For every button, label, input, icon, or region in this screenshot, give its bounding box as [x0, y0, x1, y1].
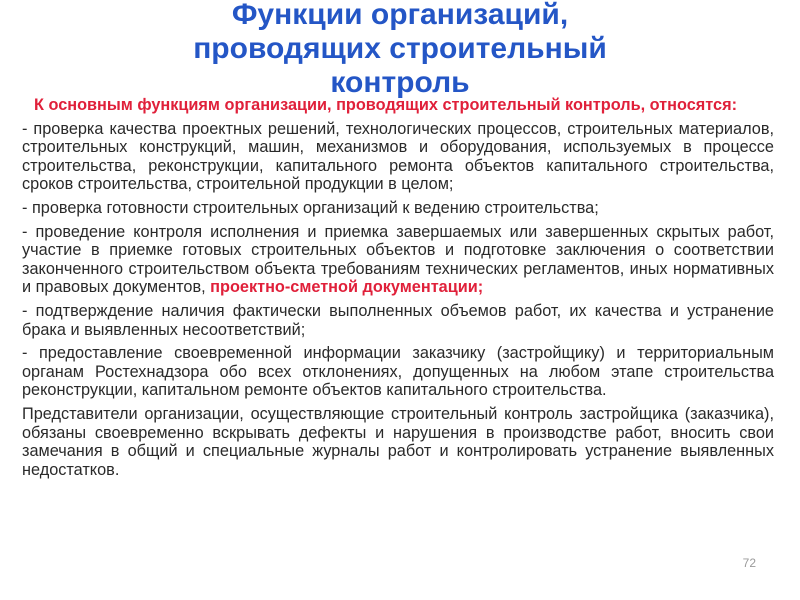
- function-item-hidden-works-control: [22, 223, 774, 297]
- page-number: 72: [742, 556, 756, 570]
- highlight-design-estimate-docs: проектно-сметной документации;: [210, 278, 484, 297]
- function-item-hidden-works-text: - проведение контроля исполнения и приемка завершаемых или завершенных скрытых работ, участие в приемке готовых строительных объектов и подготовке заключения о соответствии законченного строительством объекта требованиям технических регламентов, иных нормативных и правовых документов,: [22, 222, 774, 297]
- slide-title-line-1: Функции организаций,: [231, 0, 569, 31]
- slide-body: [22, 96, 774, 484]
- function-item-volume-confirmation: - подтверждение наличия фактически выполненных объемов работ, их качества и устранение брака и выявленных несоответствий;: [22, 301, 774, 339]
- slide-title-line-2: проводящих строительный: [193, 32, 607, 65]
- function-item-quality-check: - проверка качества проектных решений, технологических процессов, строительных материалов, строительных конструкций, машин, механизмов и оборудования, используемых в процессе строительства, реконструкции, капитального ремонта объектов капитального строительства, сроков строительства, строительной продукции в целом;: [22, 119, 774, 194]
- slide-title: [60, 0, 740, 100]
- slide-title-line-3: контроль: [330, 66, 470, 99]
- function-item-readiness-check: - проверка готовности строительных организаций к ведению строительства;: [22, 198, 599, 217]
- function-item-information-provision: - предоставление своевременной информации заказчику (застройщику) и территориальным органам Ростехнадзора обо всех отклонениях, допущенных на любом этапе строительства реконструкции, капитальном ремонте объектов капитального строительства.: [22, 344, 774, 400]
- representatives-paragraph: Представители организации, осуществляющие строительный контроль застройщика (заказчика), обязаны своевременно вскрывать дефекты и нарушения в производстве работ, вносить свои замечания в общий и специальные журналы работ и контролировать устранение выявленных недостатков.: [22, 404, 774, 479]
- lead-paragraph: К основным функциям организации, проводящих строительный контроль, относятся:: [34, 96, 737, 114]
